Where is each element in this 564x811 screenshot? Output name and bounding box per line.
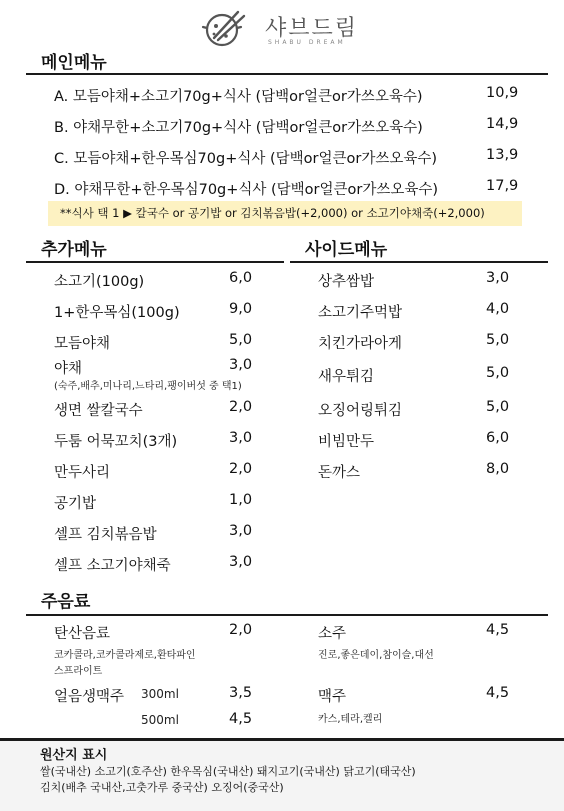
- extra-item: 모듬야채: [54, 336, 111, 352]
- main-menu-title: 메인메뉴: [41, 53, 107, 73]
- extra-price: 3,0: [229, 430, 253, 446]
- extra-price: 5,0: [229, 332, 253, 348]
- side-price: 3,0: [486, 270, 510, 286]
- side-price: 5,0: [486, 332, 510, 348]
- drink-draft-price-large: 4,5: [229, 711, 253, 727]
- drink-soda-sub2: 스프라이트: [54, 666, 103, 677]
- main-item-a: A. 모듬야채+소고기70g+식사 (담백or얼큰or가쓰오육수): [54, 89, 423, 105]
- side-item: 치킨가라아게: [318, 336, 403, 352]
- main-price-b: 14,9: [486, 116, 519, 132]
- side-price: 5,0: [486, 399, 510, 415]
- meal-choice-note: **식사 택 1 ▶ 칼국수 or 공기밥 or 김치볶음밥(+2,000) or 소고기야채죽(+2,000): [48, 201, 522, 226]
- main-price-a: 10,9: [486, 85, 519, 101]
- extra-item: 소고기(100g): [54, 274, 145, 290]
- extra-price: 2,0: [229, 461, 253, 477]
- extra-menu-title: 추가메뉴: [41, 240, 107, 260]
- side-item: 상추쌈밥: [318, 274, 375, 290]
- drink-draft-size-small: 300ml: [141, 687, 179, 701]
- extra-item: 1+한우목심(100g): [54, 305, 180, 321]
- extra-price: 6,0: [229, 270, 253, 286]
- drink-soda-price: 2,0: [229, 622, 253, 638]
- brand-name: 샤브드림: [265, 16, 359, 41]
- side-price: 6,0: [486, 430, 510, 446]
- drink-soju-price: 4,5: [486, 622, 510, 638]
- drink-soda: 탄산음료: [54, 626, 111, 642]
- origin-title: 원산지 표시: [40, 748, 108, 763]
- drink-beer-sub: 카스,테라,켈리: [318, 714, 383, 725]
- extra-price: 1,0: [229, 492, 253, 508]
- extra-item: 공기밥: [54, 496, 97, 512]
- main-item-c: C. 모듬야채+한우목심70g+식사 (담백or얼큰or가쓰오육수): [54, 151, 438, 167]
- side-price: 5,0: [486, 365, 510, 381]
- side-menu-title: 사이드메뉴: [305, 240, 388, 260]
- extra-item: 생면 쌀칼국수: [54, 403, 143, 419]
- drink-beer: 맥주: [318, 689, 347, 705]
- drink-soju: 소주: [318, 626, 347, 642]
- extra-item: 셀프 김치볶음밥: [54, 527, 157, 543]
- drink-draft-beer: 얼음생맥주: [54, 689, 125, 705]
- drink-beer-price: 4,5: [486, 685, 510, 701]
- side-price: 8,0: [486, 461, 510, 477]
- extra-price: 9,0: [229, 301, 253, 317]
- drink-draft-size-large: 500ml: [141, 713, 179, 727]
- extra-item: 만두사리: [54, 465, 111, 481]
- side-menu-rule: [290, 261, 548, 263]
- main-menu-rule: [26, 73, 548, 75]
- drinks-title: 주음료: [41, 592, 91, 612]
- extra-price: 3,0: [229, 523, 253, 539]
- side-item: 비빔만두: [318, 434, 375, 450]
- extra-item: 야채: [54, 361, 83, 377]
- drink-soda-sub: 코카콜라,코카콜라제로,환타파인: [54, 650, 196, 661]
- drink-soju-sub: 진로,좋은데이,참이슬,대선: [318, 650, 434, 661]
- extra-item-sub: (숙주,배추,미나리,느타리,팽이버섯 중 택1): [54, 381, 242, 392]
- main-price-c: 13,9: [486, 147, 519, 163]
- brand-sub: SHABU DREAM: [268, 39, 346, 46]
- side-item: 새우튀김: [318, 369, 375, 385]
- origin-line-1: 쌀(국내산) 소고기(호주산) 한우목심(국내산) 돼지고기(국내산) 닭고기(태국산): [40, 765, 416, 778]
- extra-price: 3,0: [229, 554, 253, 570]
- side-item: 오징어링튀김: [318, 403, 403, 419]
- origin-line-2: 김치(배추 국내산,고춧가루 중국산) 오징어(중국산): [40, 781, 284, 794]
- pot-logo-icon: [200, 8, 248, 48]
- extra-item: 두툼 어묵꼬치(3개): [54, 434, 178, 450]
- extra-price: 3,0: [229, 357, 253, 373]
- main-item-d: D. 야채무한+한우목심70g+식사 (담백or얼큰or가쓰오육수): [54, 182, 439, 198]
- drink-draft-price-small: 3,5: [229, 685, 253, 701]
- extra-item: 셀프 소고기야채죽: [54, 558, 171, 574]
- main-item-b: B. 야채무한+소고기70g+식사 (담백or얼큰or가쓰오육수): [54, 120, 423, 136]
- side-item: 소고기주먹밥: [318, 305, 403, 321]
- side-item: 돈까스: [318, 465, 361, 481]
- side-price: 4,0: [486, 301, 510, 317]
- drinks-rule: [26, 614, 548, 616]
- extra-menu-rule: [26, 261, 284, 263]
- main-price-d: 17,9: [486, 178, 519, 194]
- extra-price: 2,0: [229, 399, 253, 415]
